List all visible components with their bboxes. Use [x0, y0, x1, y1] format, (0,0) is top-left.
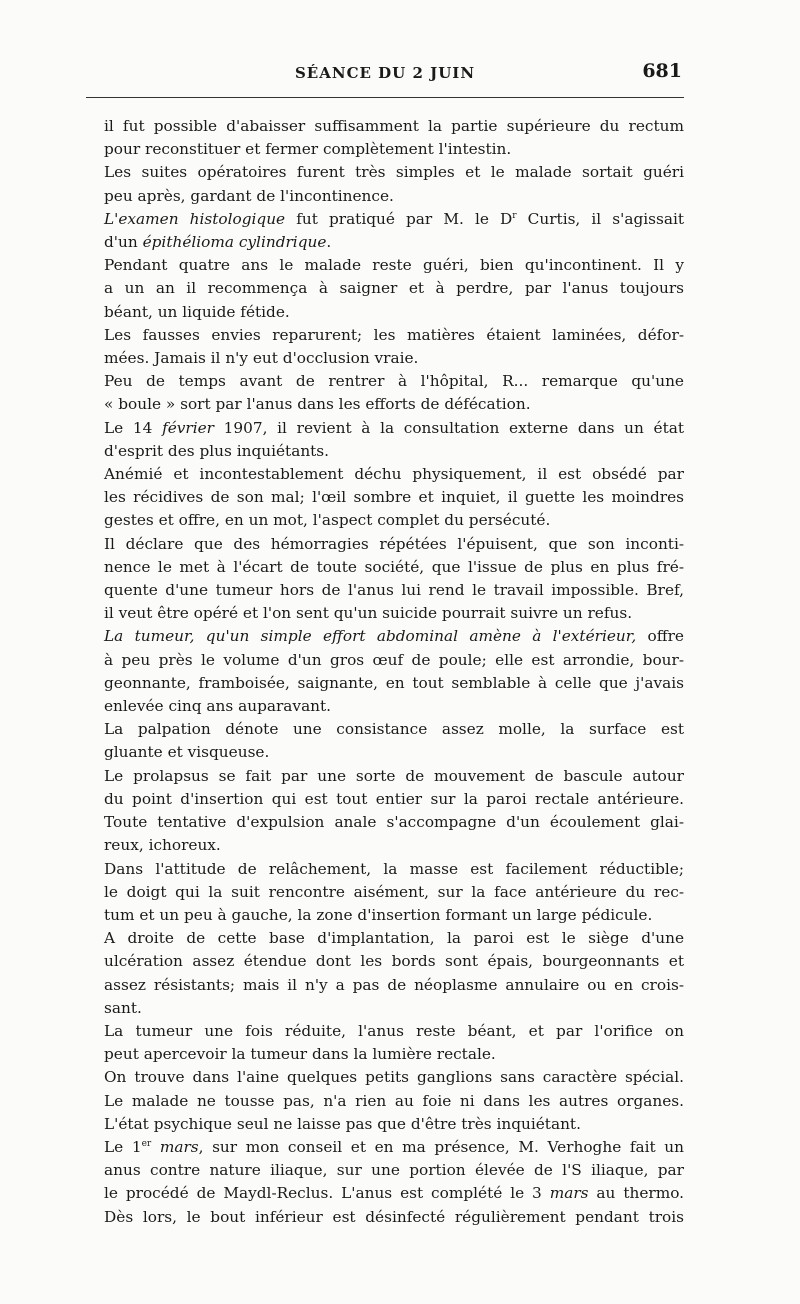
text-line: L'examen histologique fut pratiqué par M. le $D^r$ Curtis, il s'agissait — [104, 209, 684, 228]
running-head: SÉANCE DU 2 JUIN — [294, 64, 476, 82]
paragraph — [86, 533, 684, 626]
text-line: Toute tentative d'expulsion anale s'accompagne d'un écoulement glai- — [104, 813, 684, 832]
text-line: On trouve dans l'aine quelques petits ganglions sans caractère spécial. — [104, 1068, 684, 1087]
text-line: La tumeur une fois réduite, l'anus reste béant, et par l'orifice on — [104, 1021, 684, 1040]
text-line: sant. — [104, 998, 142, 1017]
italic-text: La tumeur, qu'un simple effort abdominal amène à l'extérieur, — [104, 627, 637, 646]
paragraph — [86, 927, 684, 1020]
paragraph — [86, 1206, 684, 1229]
paragraph — [86, 1066, 684, 1136]
text-line: d'esprit des plus inquiétants. — [104, 441, 330, 460]
page-number: 681 — [642, 60, 682, 82]
text-line: Le 14 février 1907, il revient à la consultation externe dans un état — [104, 418, 684, 437]
text-line: d'un épithélioma cylindrique. — [104, 233, 332, 252]
text-line: Le malade ne tousse pas, n'a rien au foie ni dans les autres organes. — [104, 1091, 684, 1110]
text-line: tum et un peu à gauche, la zone d'insertion formant un large pédicule. — [104, 905, 653, 924]
paragraph — [86, 765, 684, 858]
text-line: peut apercevoir la tumeur dans la lumière rectale. — [104, 1045, 496, 1064]
text-line: Le prolapsus se fait par une sorte de mouvement de bascule autour — [104, 766, 684, 785]
paragraph — [86, 625, 684, 718]
text-line: L'état psychique seul ne laisse pas que d'être très inquiétant. — [104, 1114, 581, 1133]
text-line: les récidives de son mal; l'œil sombre et inquiet, il guette les moindres — [104, 488, 684, 507]
text-line: Il déclare que des hémorragies répétées l'épuisent, que son inconti- — [104, 534, 684, 553]
text-line: il veut être opéré et l'on sent qu'un suicide pourrait suivre un refus. — [104, 604, 633, 623]
italic-text: mars — [159, 1137, 199, 1156]
text-line: A droite de cette base d'implantation, la paroi est le siège d'une — [104, 929, 684, 948]
paragraph — [86, 463, 684, 533]
text-line: le doigt qui la suit rencontre aisément, sur la face antérieure du rec- — [104, 882, 684, 901]
text-line: à peu près le volume d'un gros œuf de poule; elle est arrondie, bour- — [104, 650, 684, 669]
text-line: reux, ichoreux. — [104, 836, 221, 855]
italic-text: épithélioma cylindrique — [142, 233, 327, 252]
paragraph — [86, 115, 684, 161]
text-line: quente d'une tumeur hors de l'anus lui rend le travail impossible. Bref, — [104, 581, 684, 600]
text-line: La palpation dénote une consistance assez molle, la surface est — [104, 720, 684, 739]
text-line: ulcération assez étendue dont les bords sont épais, bourgeonnants et — [104, 952, 684, 971]
text-line: pour reconstituer et fermer complètement l'intestin. — [104, 140, 512, 159]
italic-text: mars — [549, 1184, 589, 1203]
text-line: gestes et offre, en un mot, l'aspect complet du persécuté. — [104, 511, 551, 530]
italic-text: février — [162, 418, 214, 437]
text-line: geonnante, framboisée, saignante, en tout semblable à celle que j'avais — [104, 673, 684, 692]
paragraph — [86, 370, 684, 416]
text-line: Les fausses envies reparurent; les matières étaient laminées, défor- — [104, 325, 684, 344]
page-header — [86, 58, 684, 86]
paragraph — [86, 1136, 684, 1206]
paragraph — [86, 1020, 684, 1066]
body-text — [86, 115, 684, 1229]
superscript-text: er — [141, 1138, 152, 1149]
text-line: Dans l'attitude de relâchement, la masse est facilement réductible; — [104, 859, 684, 878]
text-line: a un an il recommença à saigner et à perdre, par l'anus toujours — [104, 279, 684, 298]
text-line: Peu de temps avant de rentrer à l'hôpital, R... remarque qu'une — [104, 372, 684, 391]
paragraph — [86, 161, 684, 207]
text-line: « boule » sort par l'anus dans les efforts de défécation. — [104, 395, 531, 414]
text-line: du point d'insertion qui est tout entier sur la paroi rectale antérieure. — [104, 789, 684, 808]
text-line: La tumeur, qu'un simple effort abdominal amène à l'extérieur, offre — [104, 627, 684, 646]
paragraph — [86, 324, 684, 370]
text-line: enlevée cinq ans auparavant. — [104, 697, 332, 716]
text-line: anus contre nature iliaque, sur une portion élevée de l'S iliaque, par — [104, 1161, 684, 1180]
text-line: Le 1er mars, sur mon conseil et en ma présence, M. Verhoghe fait un — [104, 1137, 684, 1156]
text-line: gluante et visqueuse. — [104, 743, 270, 762]
header-rule — [86, 97, 684, 98]
text-line: Anémié et incontestablement déchu physiquement, il est obsédé par — [104, 465, 684, 484]
paragraph — [86, 718, 684, 764]
text-line: mées. Jamais il n'y eut d'occlusion vraie. — [104, 349, 419, 368]
text-line: peu après, gardant de l'incontinence. — [104, 186, 394, 205]
paragraph — [86, 208, 684, 254]
text-line: il fut possible d'abaisser suffisamment la partie supérieure du rectum — [104, 117, 684, 135]
text-line: Pendant quatre ans le malade reste guéri, bien qu'incontinent. Il y — [104, 256, 684, 275]
italic-text: L'examen histologique — [104, 209, 286, 228]
text-line: nence le met à l'écart de toute société, que l'issue de plus en plus fré- — [104, 557, 684, 576]
paragraph — [86, 417, 684, 463]
paragraph — [86, 858, 684, 928]
text-line: Les suites opératoires furent très simples et le malade sortait guéri — [104, 163, 684, 182]
text-line: assez résistants; mais il n'y a pas de néoplasme annulaire ou en crois- — [104, 975, 684, 994]
paragraph — [86, 254, 684, 324]
text-line: béant, un liquide fétide. — [104, 302, 290, 321]
text-line: le procédé de Maydl-Reclus. L'anus est complété le 3 mars au thermo. — [104, 1184, 685, 1203]
superscript-text: r — [512, 210, 517, 221]
text-line: Dès lors, le bout inférieur est désinfecté régulièrement pendant trois — [104, 1207, 684, 1226]
